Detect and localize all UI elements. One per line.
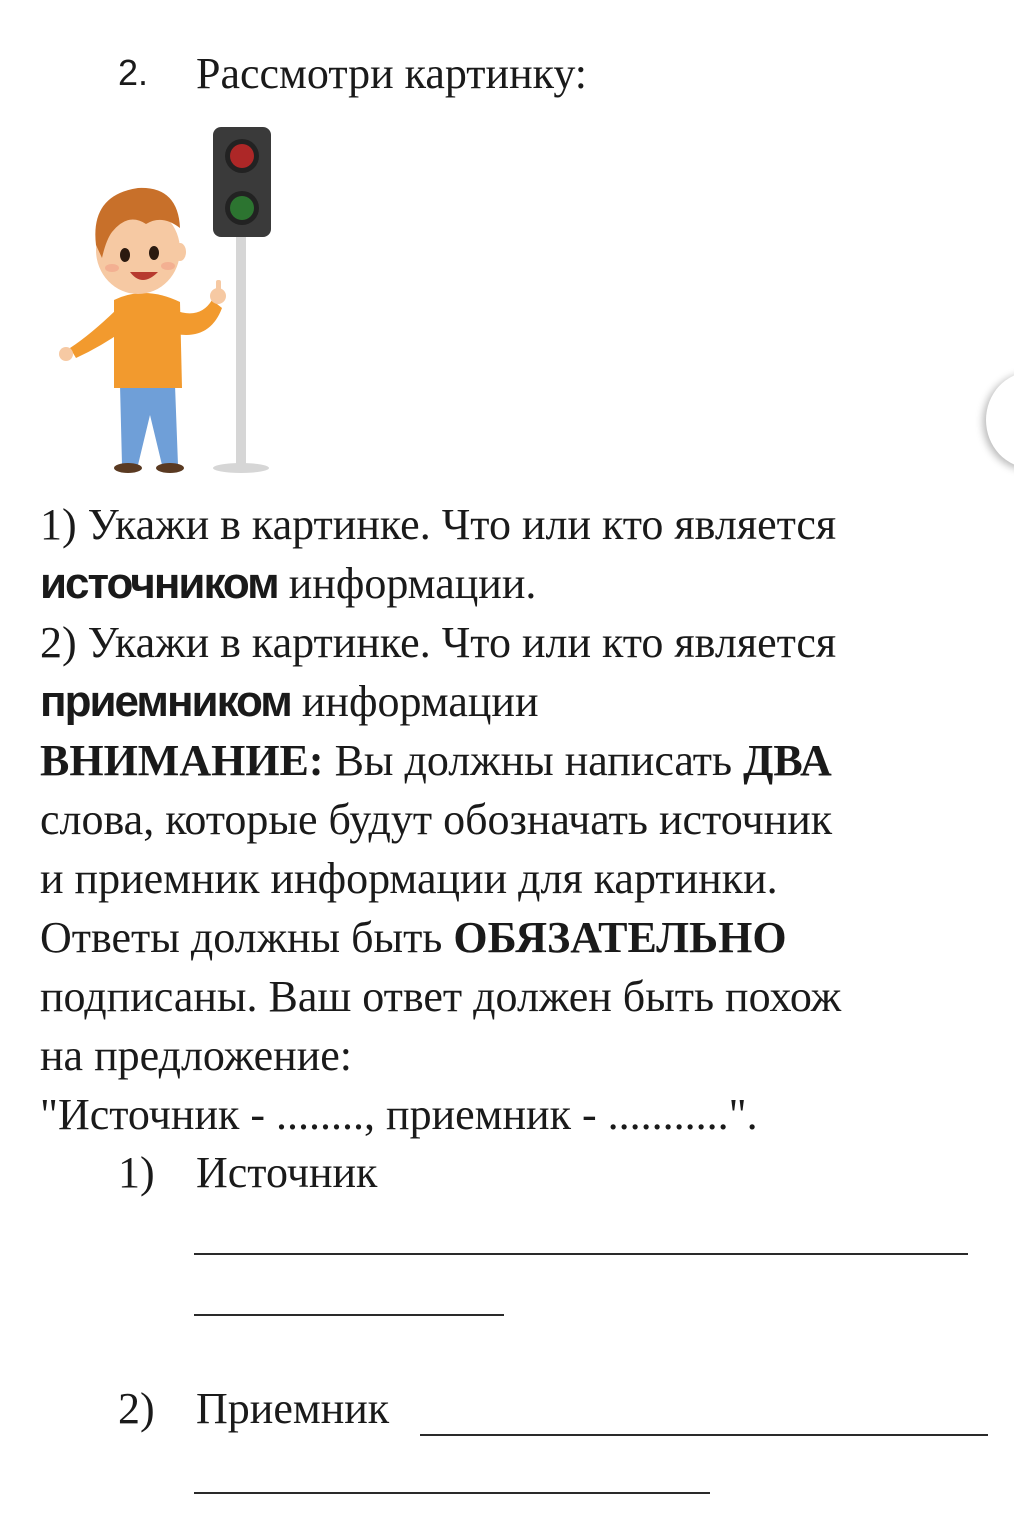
- task-text: [40, 495, 1000, 1144]
- boy-pants: [120, 385, 178, 465]
- notice-line-2: слова, которые будут обозначать источник: [40, 795, 833, 844]
- notice-line-3: и приемник информации для картинки.: [40, 854, 778, 903]
- question-1-line-1: 1) Укажи в картинке. Что или кто является: [40, 500, 837, 549]
- answer-2-line-1[interactable]: [420, 1434, 988, 1436]
- notice-line-4: [40, 908, 1000, 967]
- notice-line-1: [40, 731, 1000, 790]
- notice-line-6: на предложение:: [40, 1031, 353, 1080]
- task-heading: Рассмотри картинку:: [196, 49, 588, 98]
- question-1-line-2: [40, 554, 1000, 613]
- source-keyword: источником: [40, 559, 278, 608]
- notice-emphasis-two: ДВА: [743, 736, 832, 785]
- notice-text-4: Ответы должны быть: [40, 913, 454, 962]
- traffic-light-base: [213, 463, 269, 473]
- question-2-line-2: [40, 672, 1000, 731]
- receiver-keyword: приемником: [40, 677, 291, 726]
- notice-text-1: Вы должны написать: [323, 736, 744, 785]
- answer-1-line-1[interactable]: [194, 1253, 968, 1255]
- answer-2-number: 2): [118, 1384, 155, 1433]
- notice-label: ВНИМАНИЕ:: [40, 736, 324, 785]
- question-2-suffix: информации: [290, 677, 539, 726]
- notice-line-5: подписаны. Ваш ответ должен быть похож: [40, 972, 842, 1021]
- question-1-suffix: информации.: [277, 559, 537, 608]
- boy-sweater: [114, 293, 182, 388]
- task-number: 2.: [118, 52, 149, 93]
- notice-example: "Источник - ........, приемник - ...........".: [40, 1090, 758, 1139]
- traffic-light-pole: [236, 235, 246, 467]
- answer-1-line-2[interactable]: [194, 1314, 504, 1316]
- boy-traffic-light-illustration: [50, 120, 290, 480]
- answer-2-line-2[interactable]: [194, 1492, 710, 1494]
- answer-1-label: Источник: [196, 1148, 378, 1197]
- side-handle[interactable]: [986, 372, 1014, 468]
- notice-emphasis-required: ОБЯЗАТЕЛЬНО: [453, 913, 787, 962]
- question-2-line-1: 2) Укажи в картинке. Что или кто является: [40, 618, 837, 667]
- answer-1-number: 1): [118, 1148, 155, 1197]
- answer-2-label: Приемник: [196, 1384, 390, 1433]
